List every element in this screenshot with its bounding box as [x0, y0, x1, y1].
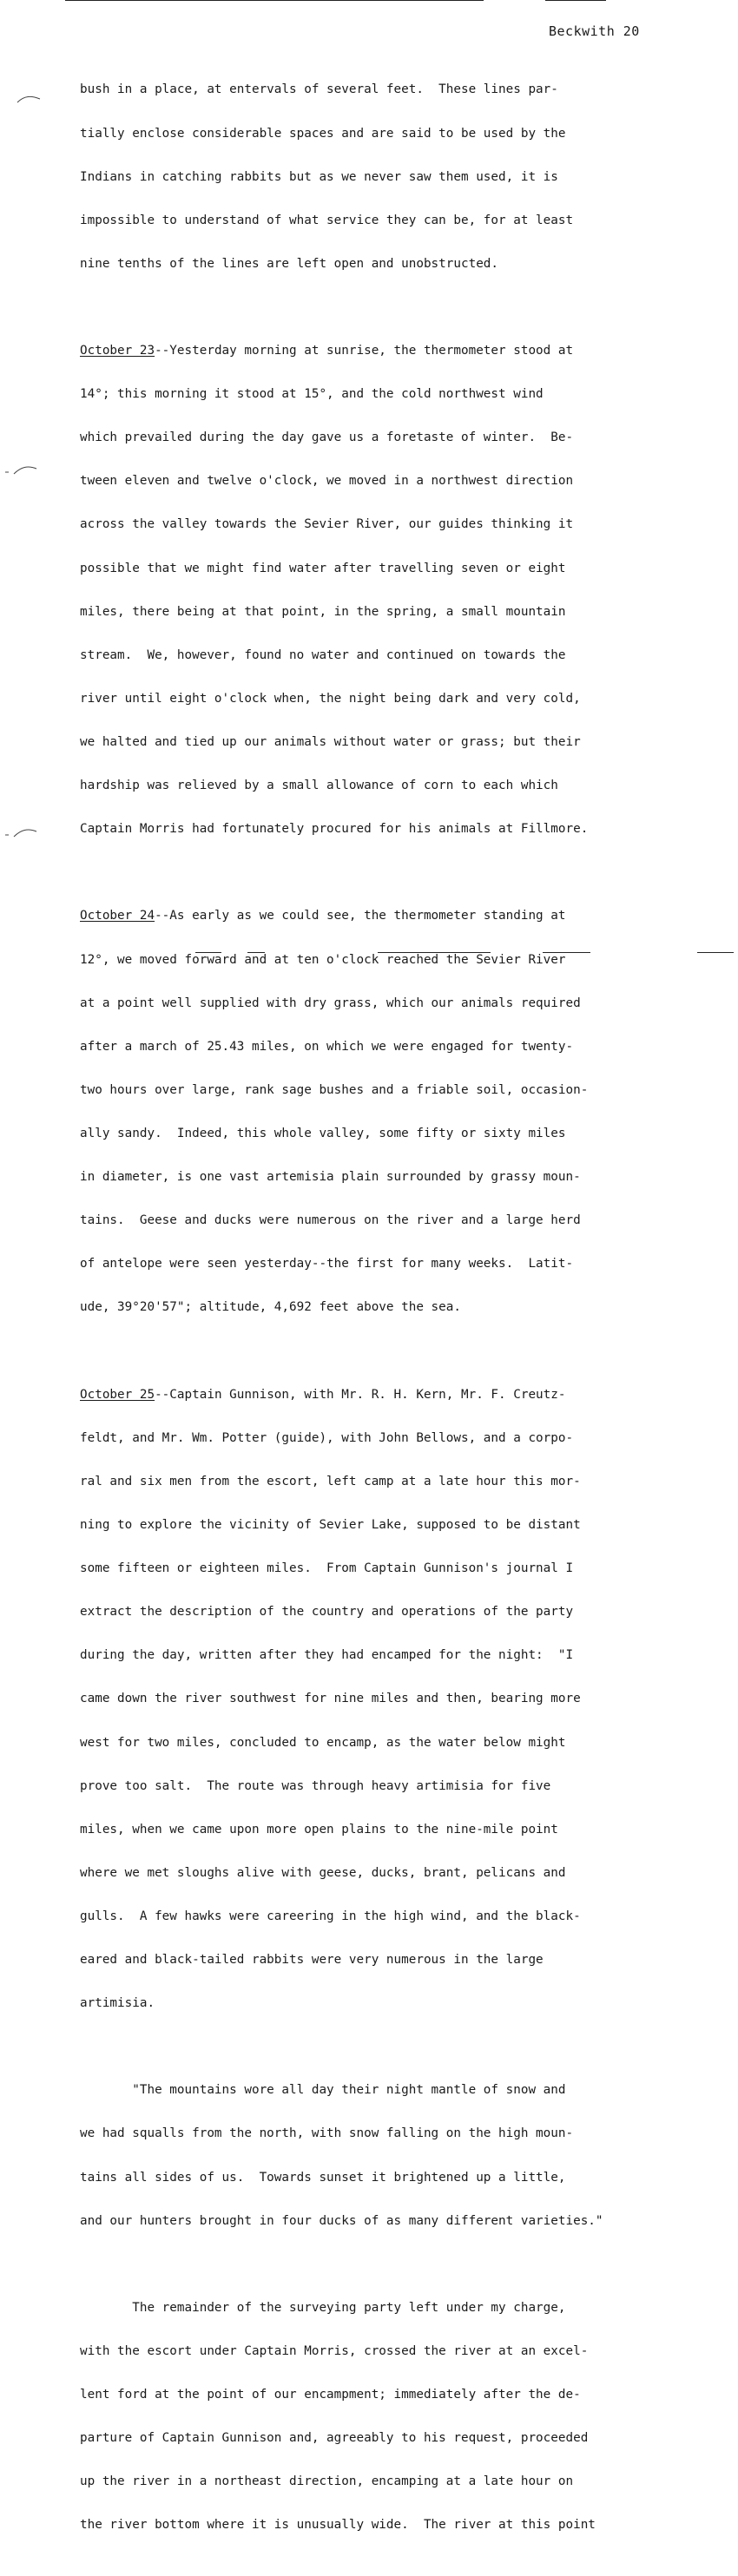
- entry-opening-text: --Captain Gunnison, with Mr. R. H. Kern, Mr. F. Creutz-: [155, 1387, 566, 1402]
- text-line: and our hunters brought in four ducks of as many different varieties.": [80, 2213, 603, 2228]
- text-line: The remainder of the surveying party left under my charge,: [80, 2300, 566, 2315]
- text-line: which prevailed during the day gave us a foretaste of winter. Be-: [80, 430, 574, 445]
- text-line: lent ford at the point of our encampment; immediately after the de-: [80, 2388, 581, 2402]
- text-line: we halted and tied up our animals without water or grass; but their: [80, 735, 581, 750]
- top-scan-rule-right: [545, 0, 606, 1]
- paragraph-october-23: [80, 315, 688, 866]
- text-line: possible that we might find water after travelling seven or eight: [80, 561, 566, 575]
- text-line: river until eight o'clock when, the night being dark and very cold,: [80, 691, 581, 706]
- margin-tick-mark-1: [16, 94, 42, 106]
- text-line: bush in a place, at entervals of several feet. These lines par-: [80, 82, 558, 97]
- text-line: extract the description of the country and operations of the party: [80, 1605, 574, 1620]
- text-line: Indians in catching rabbits but as we never saw them used, it is: [80, 169, 558, 184]
- paragraph-october-25: [80, 1358, 688, 2040]
- text-line: where we met sloughs alive with geese, ducks, brant, pelicans and: [80, 1865, 566, 1880]
- paragraph-gunnison-quote: [80, 2054, 688, 2257]
- margin-tick-mark-2: [3, 463, 38, 477]
- text-line: some fifteen or eighteen miles. From Captain Gunnison's journal I: [80, 1561, 574, 1576]
- text-line: prove too salt. The route was through heavy artimisia for five: [80, 1778, 551, 1793]
- text-line: during the day, written after they had encamped for the night: "I: [80, 1648, 574, 1663]
- text-line: stream. We, however, found no water and continued on towards the: [80, 647, 566, 662]
- text-line: Captain Morris had fortunately procured for his animals at Fillmore.: [80, 822, 589, 837]
- text-line: miles, when we came upon more open plains to the nine-mile point: [80, 1822, 558, 1837]
- entry-date-october-25: October 25: [80, 1387, 155, 1402]
- text-line: eared and black-tailed rabbits were very numerous in the large: [80, 1953, 544, 1968]
- text-line: impossible to understand of what service they can be, for at least: [80, 213, 574, 227]
- text-line: up the river in a northeast direction, encamping at a late hour on: [80, 2474, 574, 2489]
- text-line: came down the river southwest for nine miles and then, bearing more: [80, 1692, 581, 1706]
- text-line: across the valley towards the Sevier River, our guides thinking it: [80, 517, 574, 532]
- text-line: ude, 39°20'57"; altitude, 4,692 feet above the sea.: [80, 1300, 461, 1315]
- text-line: two hours over large, rank sage bushes and a friable soil, occasion-: [80, 1082, 589, 1097]
- text-line: after a march of 25.43 miles, on which we were engaged for twenty-: [80, 1039, 574, 1054]
- entry-opening-text: --Yesterday morning at sunrise, the thermometer stood at: [155, 344, 574, 358]
- text-line: of antelope were seen yesterday--the first for many weeks. Latit-: [80, 1257, 574, 1272]
- paragraph-october-24: [80, 880, 688, 1344]
- bottom-scan-rule-5: [697, 952, 734, 953]
- text-line: tween eleven and twelve o'clock, we moved in a northwest direction: [80, 474, 574, 489]
- entry-date-october-23: October 23: [80, 344, 155, 358]
- text-line: in diameter, is one vast artemisia plain surrounded by grassy moun-: [80, 1170, 581, 1185]
- page-header-label: Beckwith 20: [549, 23, 640, 39]
- text-line: [80, 344, 688, 358]
- text-line: 14°; this morning it stood at 15°, and the cold northwest wind: [80, 387, 544, 402]
- text-line: gulls. A few hawks were careering in the high wind, and the black-: [80, 1909, 581, 1923]
- text-line: feldt, and Mr. Wm. Potter (guide), with John Bellows, and a corpo-: [80, 1430, 574, 1445]
- text-line: we had squalls from the north, with snow falling on the high moun-: [80, 2126, 574, 2141]
- text-line: parture of Captain Gunnison and, agreeably to his request, proceeded: [80, 2431, 589, 2446]
- paragraph-rabbit-lines: [80, 54, 688, 300]
- text-line: at a point well supplied with dry grass, which our animals required: [80, 996, 581, 1010]
- top-scan-rule: [65, 0, 484, 1]
- text-line: tains all sides of us. Towards sunset it brightened up a little,: [80, 2170, 566, 2185]
- text-line: tially enclose considerable spaces and are said to be used by the: [80, 126, 566, 141]
- text-line: ral and six men from the escort, left camp at a late hour this mor-: [80, 1474, 581, 1488]
- text-line: tains. Geese and ducks were numerous on the river and a large herd: [80, 1213, 581, 1228]
- document-body: [80, 54, 688, 2576]
- entry-opening-text: --As early as we could see, the thermometer standing at: [155, 909, 566, 923]
- text-line: nine tenths of the lines are left open and unobstructed.: [80, 256, 499, 271]
- margin-tick-mark-3: [3, 826, 38, 840]
- text-line: ning to explore the vicinity of Sevier Lake, supposed to be distant: [80, 1517, 581, 1532]
- entry-date-october-24: October 24: [80, 909, 155, 923]
- text-line: the river bottom where it is unusually wide. The river at this point: [80, 2518, 596, 2533]
- text-line: hardship was relieved by a small allowance of corn to each which: [80, 779, 558, 793]
- text-line: 12°, we moved forward and at ten o'clock reached the Sevier River: [80, 952, 566, 967]
- paragraph-surveying-party: [80, 2272, 688, 2562]
- text-line: miles, there being at that point, in the spring, a small mountain: [80, 604, 566, 619]
- text-line: [80, 1388, 688, 1403]
- text-line: west for two miles, concluded to encamp, as the water below might: [80, 1735, 566, 1750]
- text-line: artimisia.: [80, 1996, 155, 2011]
- text-line: ally sandy. Indeed, this whole valley, some fifty or sixty miles: [80, 1127, 566, 1140]
- text-line: with the escort under Captain Morris, crossed the river at an excel-: [80, 2344, 589, 2359]
- text-line: [80, 909, 688, 923]
- text-line: "The mountains wore all day their night mantle of snow and: [80, 2083, 566, 2098]
